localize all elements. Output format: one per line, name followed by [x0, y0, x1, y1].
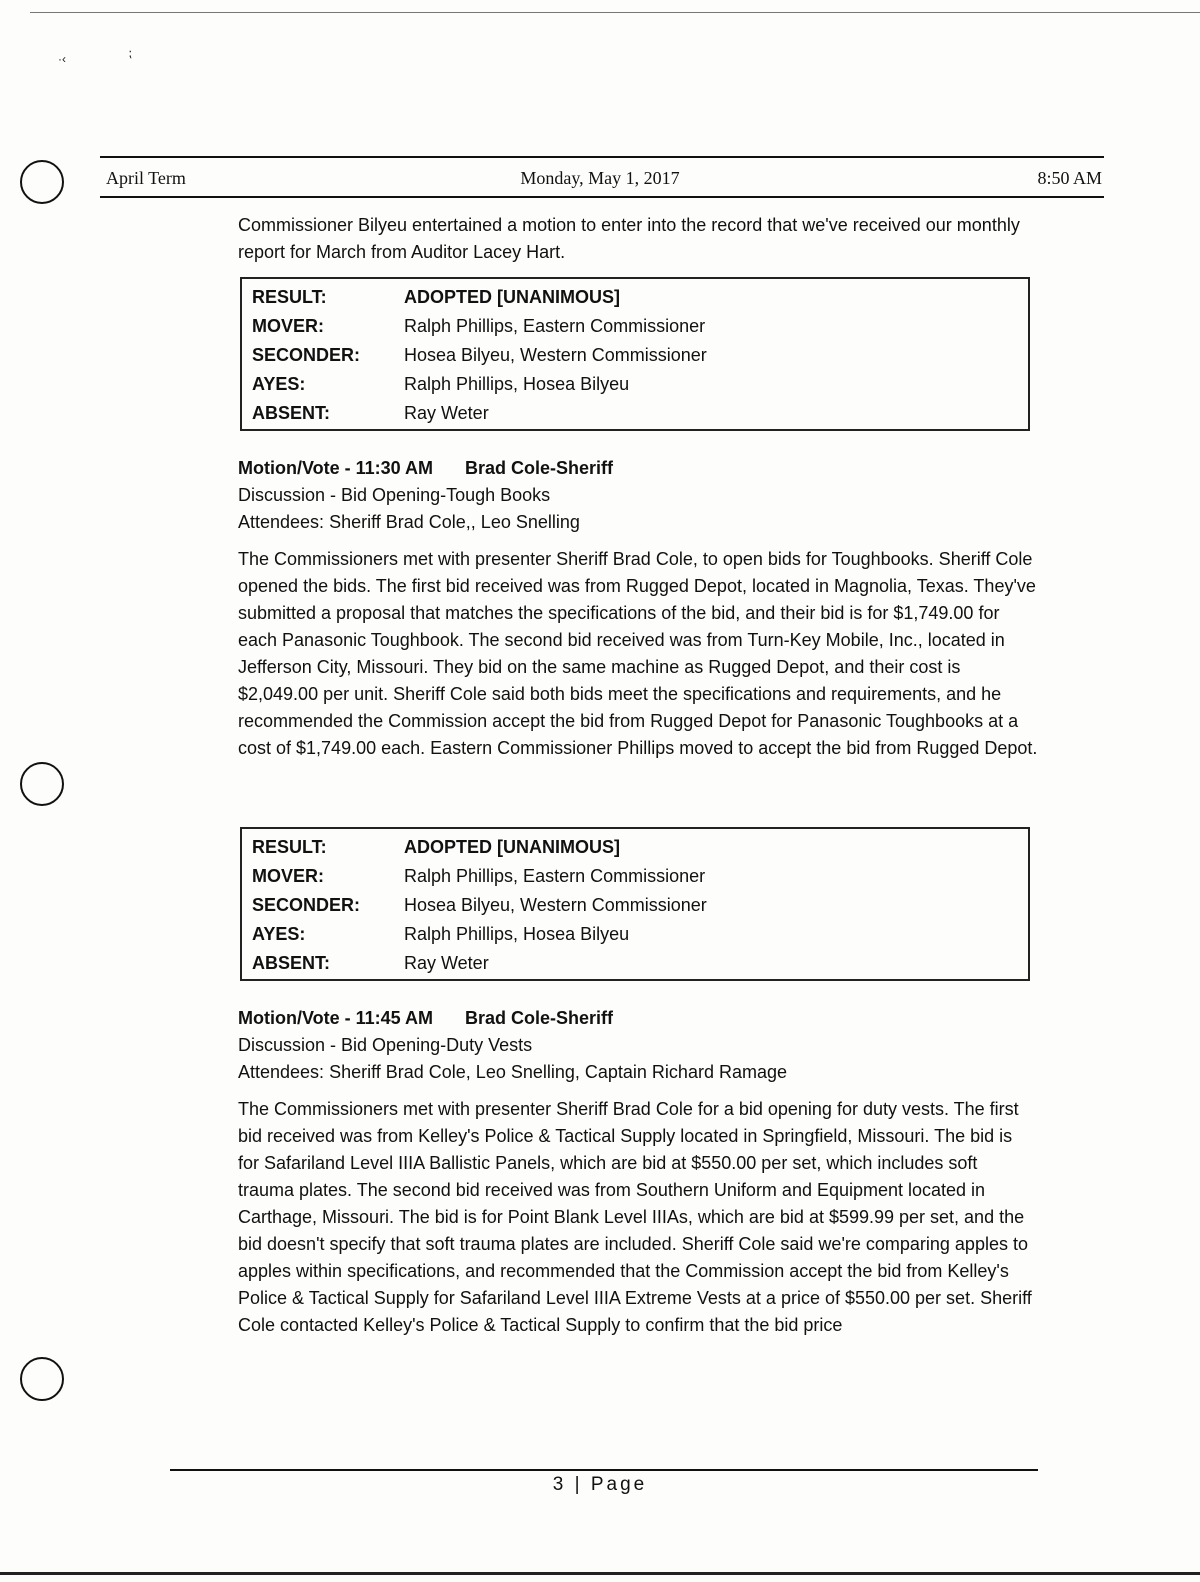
- ayes-label: AYES:: [252, 374, 306, 394]
- mover-label: MOVER:: [252, 866, 324, 886]
- seconder-value: Hosea Bilyeu, Western Commissioner: [404, 345, 707, 365]
- header-term: April Term: [106, 168, 186, 188]
- absent-label: ABSENT:: [252, 953, 331, 973]
- ayes-value: Ralph Phillips, Hosea Bilyeu: [404, 374, 630, 394]
- punch-hole: [20, 762, 64, 806]
- motion-heading: [238, 1005, 1038, 1032]
- absent-label: ABSENT:: [252, 403, 331, 423]
- ayes-value: Ralph Phillips, Hosea Bilyeu: [404, 924, 630, 944]
- mover-label: MOVER:: [252, 316, 324, 336]
- intro-section: [238, 212, 1038, 266]
- vote-row-seconder: [242, 891, 1028, 920]
- vote-row-result: [242, 283, 1028, 312]
- motion-discussion: Discussion - Bid Opening-Tough Books: [238, 485, 551, 505]
- motion-attendees: Attendees: Sheriff Brad Cole,, Leo Snelling: [238, 512, 580, 532]
- page-number: 3 | Page: [552, 1474, 648, 1495]
- motion-time: Motion/Vote - 11:45 AM: [238, 1008, 434, 1028]
- header-rule-top: [100, 156, 1104, 158]
- vote-row-ayes: [242, 370, 1028, 399]
- scan-speck: ⁏: [128, 46, 133, 60]
- result-label: RESULT:: [252, 837, 327, 857]
- result-value: ADOPTED [UNANIMOUS]: [404, 837, 620, 857]
- vote-row-ayes: [242, 920, 1028, 949]
- intro-paragraph: Commissioner Bilyeu entertained a motion to enter into the record that we've received our monthly report for March from Auditor Lacey Hart.: [238, 215, 1020, 262]
- vote-row-absent: [242, 949, 1028, 978]
- punch-hole: [20, 1357, 64, 1401]
- seconder-value: Hosea Bilyeu, Western Commissioner: [404, 895, 707, 915]
- vote-row-seconder: [242, 341, 1028, 370]
- motion-discussion: Discussion - Bid Opening-Duty Vests: [238, 1035, 533, 1055]
- motion-time: Motion/Vote - 11:30 AM: [238, 458, 434, 478]
- vote-table-1: [240, 277, 1030, 431]
- mover-value: Ralph Phillips, Eastern Commissioner: [404, 866, 706, 886]
- motion-presenter: Brad Cole-Sheriff: [465, 1008, 614, 1028]
- scan-edge-top: [30, 12, 1200, 13]
- header-date: Monday, May 1, 2017: [520, 168, 680, 188]
- motion-body: The Commissioners met with presenter Sheriff Brad Cole, to open bids for Toughbooks. Sheriff Cole opened the bids. The first bid received was from Rugged Depot, located in Magnolia, Texas. They've submitted a proposal that matches the specifications of the bid, and their bid is for $1,749.00 for each Panasonic Toughbook. The second bid received was from Turn-Key Mobile, Inc., located in Jefferson City, Missouri. They bid on the same machine as Rugged Depot, and their cost is $2,049.00 per unit. Sheriff Cole said both bids meet the specifications and requirements, and he recommended the Commission accept the bid from Rugged Depot for Panasonic Toughbooks at a cost of $1,749.00 each. Eastern Commissioner Phillips moved to accept the bid from Rugged Depot.: [238, 549, 1038, 758]
- footer-rule: [170, 1469, 1038, 1471]
- header-rule-bottom: [100, 196, 1104, 198]
- vote-row-absent: [242, 399, 1028, 428]
- motion-attendees: Attendees: Sheriff Brad Cole, Leo Snelling, Captain Richard Ramage: [238, 1062, 787, 1082]
- ayes-label: AYES:: [252, 924, 306, 944]
- seconder-label: SECONDER:: [252, 345, 361, 365]
- scan-edge-bottom: [0, 1572, 1200, 1575]
- vote-row-mover: [242, 862, 1028, 891]
- motion-body: The Commissioners met with presenter Sheriff Brad Cole for a bid opening for duty vests. The first bid received was from Kelley's Police & Tactical Supply located in Springfield, Missouri. The bid is for Safariland Level IIIA Ballistic Panels, which are bid at $550.00 per set, which includes soft trauma plates. The second bid received was from Southern Uniform and Equipment located in Carthage, Missouri. The bid is for Point Blank Level IIIAs, which are bid at $599.99 per set, and the bid doesn't specify that soft trauma plates are included. Sheriff Cole said we're comparing apples to apples within specifications, and recommended that the Commission accept the bid from Kelley's Police & Tactical Supply for Safariland Level IIIA Extreme Vests at a price of $550.00 per set. Sheriff Cole contacted Kelley's Police & Tactical Supply to confirm that the bid price: [238, 1099, 1032, 1335]
- vote-row-mover: [242, 312, 1028, 341]
- motion-heading: [238, 455, 1038, 482]
- result-label: RESULT:: [252, 287, 327, 307]
- scan-speck: ·‹: [58, 52, 66, 66]
- vote-table-2: [240, 827, 1030, 981]
- result-value: ADOPTED [UNANIMOUS]: [404, 287, 620, 307]
- motion-presenter: Brad Cole-Sheriff: [465, 458, 614, 478]
- absent-value: Ray Weter: [404, 403, 489, 423]
- motion-section-1: [238, 455, 1038, 762]
- vote-row-result: [242, 833, 1028, 862]
- mover-value: Ralph Phillips, Eastern Commissioner: [404, 316, 706, 336]
- seconder-label: SECONDER:: [252, 895, 361, 915]
- absent-value: Ray Weter: [404, 953, 489, 973]
- header-time: 8:50 AM: [1037, 168, 1102, 188]
- motion-section-2: [238, 1005, 1038, 1339]
